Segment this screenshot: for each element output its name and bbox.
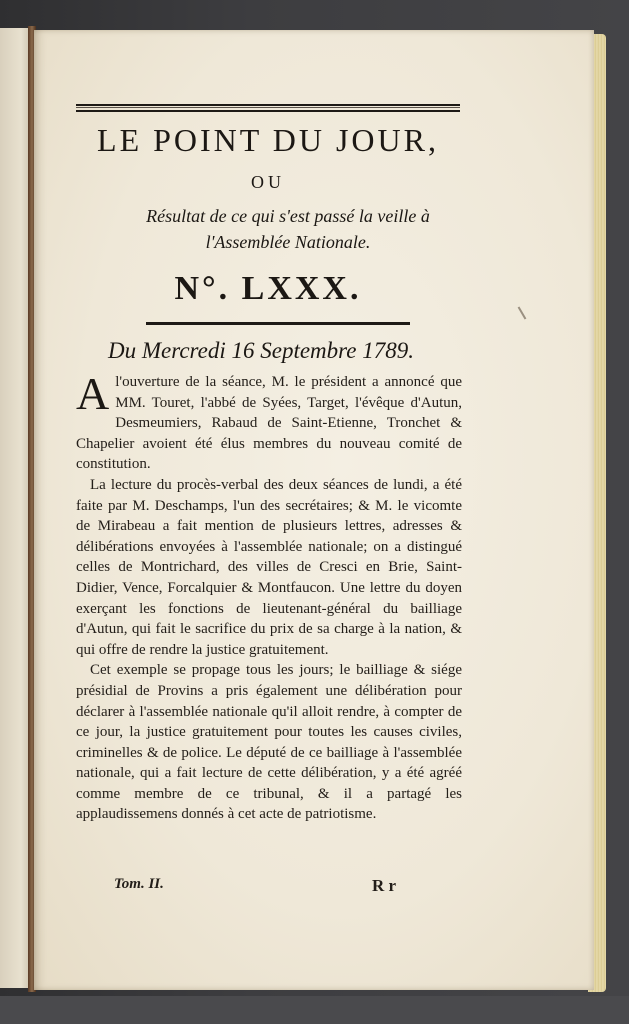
paragraph-1 <box>76 368 462 475</box>
paragraph-3: Cet exemple se propage tous les jours; le bailliage & siége présidial de Provins a pris également une délibération pour déclarer à l'assemblée nationale qu'il alloit rendre, à compter de ce jour, la justice gratuitement pour toutes les causes civiles, criminelles & de police. Le député de ce bailliage à l'assemblée nationale, qui a fait lecture de cette délibération, y a été agréé comme membre de ce tribunal, & il a partagé les applaudissemens donnés à cet acte de patriotisme. <box>76 662 462 823</box>
scanner-bed-edge <box>0 996 629 1024</box>
previous-page-edge <box>0 28 31 988</box>
header-double-rule <box>76 104 460 112</box>
title-conjunction: OU <box>251 172 285 192</box>
signature-mark: R r <box>372 876 397 895</box>
issue-number: N°. LXXX. <box>174 270 362 307</box>
volume-marker: Tom. II. <box>114 876 164 892</box>
header-rule-inner-line <box>76 107 460 108</box>
page-title: LE POINT DU JOUR, <box>97 122 439 158</box>
page-subtitle: Résultat de ce qui s'est passé la veille à l'Assemblée Nationale. <box>146 206 430 252</box>
article-body <box>76 368 462 825</box>
drop-cap-letter: A <box>76 368 110 419</box>
paragraph-2: La lecture du procès-verbal des deux séances de lundi, a été faite par M. Deschamps, l'un des secrétaires; & M. le vicomte de Mirabeau a fait mention de plusieurs lettres, adresses & délibérations envoyées à l'assemblée nationale; on a distingué celles de Montrichard, des villes de Cresci en Brie, Saint-Didier, Vence, Forcalquier & Montfaucon. Une lettre du doyen exerçant les fonctions de lieutenant-général du bailliage d'Autun, qui fait le sacrifice du prix de sa charge à la nation, & qui offre de rendre la justice gratuitement. <box>76 476 462 658</box>
date-heading: Du Mercredi 16 Septembre 1789. <box>108 338 414 363</box>
section-rule <box>146 322 410 325</box>
paragraph-1-text: l'ouverture de la séance, M. le président a annoncé que MM. Touret, l'abbé de Syées, Target, l'évêque d'Autun, Desmeumiers, Rabaud de Saint-Etienne, Tronchet & Chapelier avoient été élus membres du nouveau comité de constitution. <box>76 374 462 473</box>
